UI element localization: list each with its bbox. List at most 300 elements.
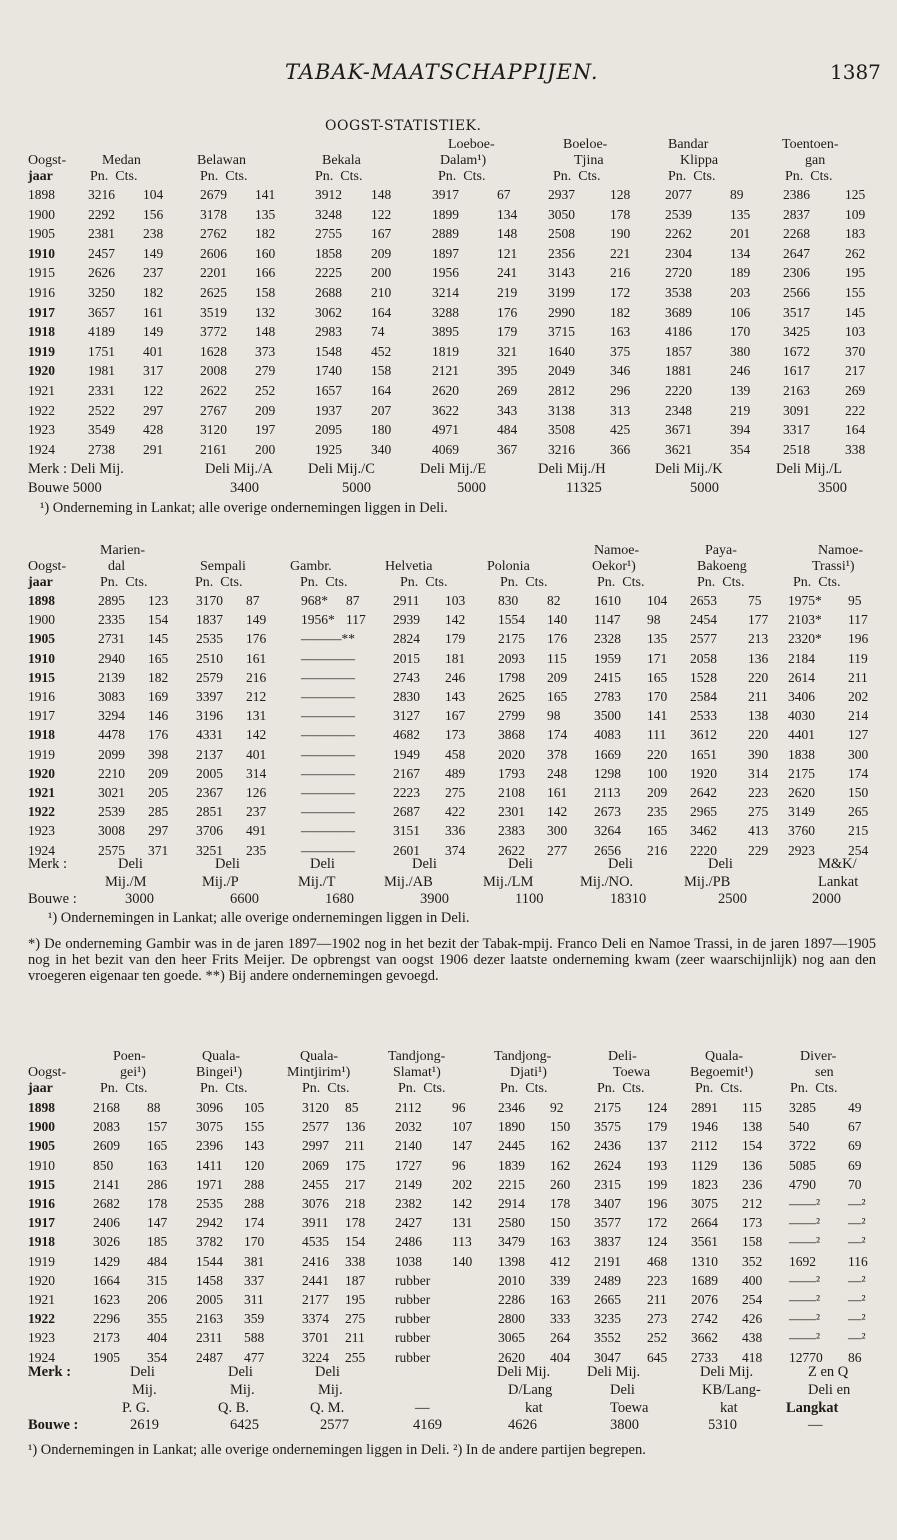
table-cell: 2262 bbox=[665, 226, 692, 242]
table-cell: 3407 bbox=[594, 1196, 621, 1211]
table-cell: 1959 bbox=[594, 650, 621, 666]
table-cell: 155 bbox=[845, 285, 866, 300]
table2-head-l1-6: Namoe- bbox=[594, 543, 640, 558]
table-cell: 314 bbox=[246, 765, 267, 781]
table-cell: 87 bbox=[346, 593, 360, 608]
table-cell: 452 bbox=[371, 343, 392, 359]
table3-head-l1-8: Diver- bbox=[800, 1049, 837, 1064]
table-cell: 375 bbox=[610, 343, 631, 359]
table-cell: 395 bbox=[497, 363, 518, 379]
table-cell: 2348 bbox=[665, 402, 692, 418]
table1-head-col7-l1: Toentoen- bbox=[782, 137, 839, 152]
table-cell: 1147 bbox=[594, 612, 621, 628]
table-cell: 2679 bbox=[200, 187, 227, 202]
row-year-cell: 1921 bbox=[28, 785, 55, 800]
row-year-cell: 1915 bbox=[28, 265, 55, 281]
table-cell: 3075 bbox=[196, 1119, 223, 1135]
table1-bouwe-3: 5000 bbox=[457, 480, 486, 496]
table-cell: 181 bbox=[445, 650, 466, 666]
table-cell: 338 bbox=[345, 1253, 366, 1269]
table2-head-l2-6: Oekor¹) bbox=[592, 559, 636, 574]
table1-head-pncts-5: Pn. Cts. bbox=[553, 169, 601, 184]
table-cell: 223 bbox=[748, 785, 769, 800]
table-cell: 1129 bbox=[691, 1157, 718, 1173]
table-cell: 2687 bbox=[393, 804, 420, 820]
table-cell: 540 bbox=[789, 1119, 810, 1135]
table-cell: 3317 bbox=[783, 422, 810, 438]
table-cell: 2455 bbox=[302, 1176, 329, 1192]
table-cell: ———— bbox=[301, 804, 355, 820]
table-cell: 69 bbox=[848, 1157, 862, 1173]
table-cell: —² bbox=[848, 1292, 866, 1307]
table-cell: 2163 bbox=[196, 1311, 223, 1327]
table-cell: 3397 bbox=[196, 689, 223, 704]
table2-bouwe-4: 3900 bbox=[420, 891, 449, 907]
table-cell: 120 bbox=[244, 1157, 265, 1173]
table-cell: 169 bbox=[148, 689, 169, 704]
table-cell: 2508 bbox=[548, 226, 575, 242]
table-cell: 161 bbox=[547, 785, 568, 800]
table-cell: 1949 bbox=[393, 746, 420, 762]
table-cell: 95 bbox=[848, 593, 862, 608]
table-cell: 136 bbox=[742, 1157, 763, 1173]
row-year-cell: 1917 bbox=[28, 304, 55, 320]
section-title: OOGST-STATISTIEK. bbox=[325, 118, 482, 134]
table-cell: 400 bbox=[742, 1272, 763, 1288]
table-cell: 107 bbox=[452, 1119, 473, 1135]
table-cell: 136 bbox=[748, 650, 769, 666]
table-cell: 317 bbox=[143, 363, 164, 379]
table-cell: 2614 bbox=[788, 669, 815, 685]
table1-head-col4-l1: Loeboe- bbox=[448, 137, 495, 152]
table-cell: 3143 bbox=[548, 265, 575, 281]
table-cell: 3127 bbox=[393, 708, 420, 724]
table1-bouwe-5: 5000 bbox=[690, 480, 719, 496]
table3-head-l1-6: Deli- bbox=[608, 1049, 637, 1064]
table-cell: 2320* bbox=[788, 631, 822, 647]
table-cell: 158 bbox=[255, 285, 276, 300]
table-cell: 132 bbox=[255, 304, 276, 320]
table3-head-l2-5: Djati¹) bbox=[510, 1065, 547, 1080]
table-cell: 2286 bbox=[498, 1292, 525, 1307]
table-cell: 2201 bbox=[200, 265, 227, 281]
table1-head-pncts-1: Pn. Cts. bbox=[90, 169, 138, 184]
table-cell: 246 bbox=[730, 363, 751, 379]
table-cell: 2940 bbox=[98, 650, 125, 666]
table-cell: 220 bbox=[647, 746, 668, 762]
table-cell: 2220 bbox=[690, 842, 717, 858]
table-cell: 196 bbox=[848, 631, 869, 647]
table-cell: 2210 bbox=[98, 765, 125, 781]
table-cell: 2665 bbox=[594, 1292, 621, 1307]
table-cell: 2415 bbox=[594, 669, 621, 685]
table-cell: 3374 bbox=[302, 1311, 329, 1327]
table-cell: —² bbox=[848, 1215, 866, 1231]
table-cell: 371 bbox=[148, 842, 169, 858]
table-cell: 162 bbox=[550, 1157, 571, 1173]
table2-head-l1-8: Namoe- bbox=[818, 543, 864, 558]
table-cell: 135 bbox=[647, 631, 668, 647]
table-cell: 2642 bbox=[690, 785, 717, 800]
table1-head-col0-l2: Oogst- bbox=[28, 153, 67, 168]
table-cell: 2851 bbox=[196, 804, 223, 820]
table-cell: ——² bbox=[789, 1196, 821, 1211]
table-cell: 1429 bbox=[93, 1253, 120, 1269]
table-cell: 166 bbox=[255, 265, 276, 281]
row-year-cell: 1923 bbox=[28, 422, 55, 438]
table-cell: 207 bbox=[371, 402, 392, 418]
table-cell: 2738 bbox=[88, 441, 115, 457]
table-cell: 2891 bbox=[691, 1100, 718, 1115]
table2-head-l1-7: Paya- bbox=[705, 543, 737, 558]
table-cell: 3285 bbox=[789, 1100, 816, 1115]
table-cell: 209 bbox=[255, 402, 276, 418]
table-cell: 2575 bbox=[98, 842, 125, 858]
table-cell: 69 bbox=[848, 1138, 862, 1154]
table-cell: 211 bbox=[345, 1330, 365, 1346]
table3-footnote: ¹) Ondernemingen in Lankat; alle overige ondernemingen liggen in Deli. ²) In de andere partijen begrepen. bbox=[28, 1442, 646, 1458]
table-cell: 2184 bbox=[788, 650, 815, 666]
table-cell: 2580 bbox=[498, 1215, 525, 1231]
table-cell: 313 bbox=[610, 402, 631, 418]
table-cell: 135 bbox=[730, 206, 751, 222]
table-cell: 1956* bbox=[301, 612, 335, 628]
table-cell: 117 bbox=[346, 612, 366, 628]
table-cell: 4971 bbox=[432, 422, 459, 438]
table-cell: 1672 bbox=[783, 343, 810, 359]
table-cell: 2566 bbox=[783, 285, 810, 300]
table-cell: 116 bbox=[848, 1253, 868, 1269]
table-cell: 2173 bbox=[93, 1330, 120, 1346]
table-cell: 105 bbox=[244, 1100, 265, 1115]
table-cell: 136 bbox=[345, 1119, 366, 1135]
table-cell: 1617 bbox=[783, 363, 810, 379]
table-cell: 4069 bbox=[432, 441, 459, 457]
table3-merk2-3: Mij. bbox=[318, 1382, 343, 1398]
table-cell: 3425 bbox=[783, 324, 810, 340]
table-cell: 109 bbox=[845, 206, 866, 222]
table-cell: 2139 bbox=[98, 669, 125, 685]
table-cell: 142 bbox=[445, 612, 466, 628]
table-cell: 2445 bbox=[498, 1138, 525, 1154]
table2-bouwe-1: 3000 bbox=[125, 891, 154, 907]
row-year-cell: 1920 bbox=[28, 1272, 55, 1288]
table-cell: 2539 bbox=[98, 804, 125, 820]
row-year-cell: 1898 bbox=[28, 593, 55, 608]
table-cell: 209 bbox=[148, 765, 169, 781]
table2-merk1-3: Deli bbox=[310, 856, 335, 872]
table-cell: 2069 bbox=[302, 1157, 329, 1173]
table3-head-l1-3: Quala- bbox=[300, 1049, 339, 1064]
table2-merk2-8: Lankat bbox=[818, 874, 859, 890]
table-cell: 134 bbox=[497, 206, 518, 222]
table-cell: 297 bbox=[148, 823, 169, 839]
table-cell: 2099 bbox=[98, 746, 125, 762]
table-cell: 3178 bbox=[200, 206, 227, 222]
table-cell: 1740 bbox=[315, 363, 342, 379]
table1-bouwe-6: 3500 bbox=[818, 480, 847, 496]
table-cell: 163 bbox=[610, 324, 631, 340]
table2-merk2-3: Mij./T bbox=[298, 874, 336, 890]
row-year-cell: 1920 bbox=[28, 765, 55, 781]
table-cell: 2103* bbox=[788, 612, 822, 628]
table3-merk1-8: Z en Q bbox=[808, 1364, 849, 1380]
table-cell: 2535 bbox=[196, 631, 223, 647]
table-cell: 830 bbox=[498, 593, 519, 608]
table3-head-l1-5: Tandjong- bbox=[494, 1049, 552, 1064]
table-cell: 200 bbox=[371, 265, 392, 281]
table-cell: 163 bbox=[550, 1292, 571, 1307]
table-cell: 170 bbox=[244, 1234, 265, 1250]
table-cell: 1411 bbox=[196, 1157, 223, 1173]
table3-head-l2-7: Begoemit¹) bbox=[690, 1065, 754, 1080]
table-cell: 86 bbox=[848, 1349, 862, 1365]
table-cell: 143 bbox=[244, 1138, 265, 1154]
table-cell: 1544 bbox=[196, 1253, 223, 1269]
table-cell: 157 bbox=[147, 1119, 168, 1135]
table-cell: 138 bbox=[742, 1119, 763, 1135]
table-cell: 265 bbox=[848, 804, 869, 820]
table-cell: 128 bbox=[610, 187, 631, 202]
row-year-cell: 1910 bbox=[28, 1157, 55, 1173]
table-cell: 165 bbox=[547, 689, 568, 704]
table-cell: 338 bbox=[845, 441, 866, 457]
table-cell: 3149 bbox=[788, 804, 815, 820]
table-cell: 1640 bbox=[548, 343, 575, 359]
table3-merk3-1: P. G. bbox=[122, 1400, 150, 1416]
table-cell: 252 bbox=[647, 1330, 668, 1346]
table-cell: 142 bbox=[246, 727, 267, 743]
table-cell: 314 bbox=[748, 765, 769, 781]
table3-merk2-1: Mij. bbox=[132, 1382, 157, 1398]
table2-merk1-1: Deli bbox=[118, 856, 143, 872]
table-cell: 425 bbox=[610, 422, 631, 438]
table-cell: 2112 bbox=[395, 1100, 422, 1115]
table1-merk-4: Deli Mij./H bbox=[538, 461, 606, 477]
table-cell: 2622 bbox=[498, 842, 525, 858]
table-cell: 1548 bbox=[315, 343, 342, 359]
row-year-cell: 1919 bbox=[28, 343, 55, 359]
table-cell: 2032 bbox=[395, 1119, 422, 1135]
table-cell: —² bbox=[848, 1311, 866, 1327]
table-cell: 2112 bbox=[691, 1138, 718, 1154]
table-cell: 297 bbox=[143, 402, 164, 418]
table-cell: 315 bbox=[147, 1272, 168, 1288]
table1-head-col1-l2: Medan bbox=[102, 153, 141, 168]
table2-head-pncts-2: Pn. Cts. bbox=[195, 575, 243, 590]
table-cell: 1905 bbox=[93, 1349, 120, 1365]
table-cell: 141 bbox=[647, 708, 668, 724]
table-cell: 176 bbox=[547, 631, 568, 647]
table-cell: 1920 bbox=[690, 765, 717, 781]
table-cell: 2223 bbox=[393, 785, 420, 800]
table-cell: 117 bbox=[848, 612, 868, 628]
table-cell: 2577 bbox=[302, 1119, 329, 1135]
table-cell: 164 bbox=[371, 383, 392, 398]
table-cell: 3065 bbox=[498, 1330, 525, 1346]
table1-head-col4-l2: Dalam¹) bbox=[440, 153, 487, 168]
table-cell: 3538 bbox=[665, 285, 692, 300]
table2-merk2-4: Mij./AB bbox=[384, 874, 433, 890]
table-cell: 193 bbox=[647, 1157, 668, 1173]
table-cell: 156 bbox=[143, 206, 164, 222]
table-cell: 3462 bbox=[690, 823, 717, 839]
table-cell: 3837 bbox=[594, 1234, 621, 1250]
table-cell: 2733 bbox=[691, 1349, 718, 1365]
table-cell: 122 bbox=[371, 206, 392, 222]
table-cell: 2225 bbox=[315, 265, 342, 281]
table-cell: 246 bbox=[445, 669, 466, 685]
table-cell: 2093 bbox=[498, 650, 525, 666]
table3-merk2-8: Deli en bbox=[808, 1382, 851, 1398]
table-cell: 1669 bbox=[594, 746, 621, 762]
row-year-cell: 1917 bbox=[28, 708, 55, 724]
table-cell: 3517 bbox=[783, 304, 810, 320]
table-cell: 187 bbox=[345, 1272, 366, 1288]
table-cell: 2624 bbox=[594, 1157, 621, 1173]
table-cell: 3782 bbox=[196, 1234, 223, 1250]
table3-bouwe-2: 6425 bbox=[230, 1417, 259, 1433]
table3-head-l2-1: gei¹) bbox=[120, 1065, 146, 1080]
table-cell: 67 bbox=[497, 187, 511, 202]
table-cell: 3911 bbox=[302, 1215, 329, 1231]
table-cell: 3216 bbox=[88, 187, 115, 202]
table-cell: 1971 bbox=[196, 1176, 223, 1192]
table-cell: 2620 bbox=[432, 383, 459, 398]
table-cell: 2688 bbox=[315, 285, 342, 300]
table-cell: 352 bbox=[742, 1253, 763, 1269]
table-cell: 1298 bbox=[594, 765, 621, 781]
table-cell: 2215 bbox=[498, 1176, 525, 1192]
table-cell: 588 bbox=[244, 1330, 265, 1346]
table-cell: 2427 bbox=[395, 1215, 422, 1231]
table-cell: 2799 bbox=[498, 708, 525, 724]
row-year-cell: 1924 bbox=[28, 1349, 55, 1365]
table1-merk-2: Deli Mij./C bbox=[308, 461, 375, 477]
table-cell: 3519 bbox=[200, 304, 227, 320]
row-year-cell: 1918 bbox=[28, 727, 55, 743]
table-cell: 3083 bbox=[98, 689, 125, 704]
table-cell: ———— bbox=[301, 746, 355, 762]
row-year-cell: 1919 bbox=[28, 1253, 55, 1269]
table-cell: 398 bbox=[148, 746, 169, 762]
table-cell: 2830 bbox=[393, 689, 420, 704]
table2-head-pncts-7: Pn. Cts. bbox=[697, 575, 745, 590]
table1-head-col7-l2: gan bbox=[805, 153, 826, 168]
table-cell: 1897 bbox=[432, 245, 459, 261]
table-cell: 2315 bbox=[594, 1176, 621, 1192]
table-cell: 140 bbox=[452, 1253, 473, 1269]
table-cell: 2306 bbox=[783, 265, 810, 281]
table-cell: —² bbox=[848, 1330, 866, 1346]
table-cell: 2010 bbox=[498, 1272, 525, 1288]
table-cell: 484 bbox=[497, 422, 518, 438]
table-cell: 2609 bbox=[93, 1138, 120, 1154]
table1-head-pncts-3: Pn. Cts. bbox=[315, 169, 363, 184]
table-cell: 176 bbox=[497, 304, 518, 320]
table-cell: 343 bbox=[497, 402, 518, 418]
table-cell: 2522 bbox=[88, 402, 115, 418]
table-cell: —² bbox=[848, 1272, 866, 1288]
table2-head-l2-1: dal bbox=[108, 559, 126, 574]
table-cell: 104 bbox=[647, 593, 668, 608]
table-cell: 275 bbox=[445, 785, 466, 800]
table2-head-pncts-8: Pn. Cts. bbox=[793, 575, 841, 590]
table-cell: 2914 bbox=[498, 1196, 525, 1211]
table-cell: 3895 bbox=[432, 324, 459, 340]
table3-bouwe-1: 2619 bbox=[130, 1417, 159, 1433]
table3-head-pncts-6: Pn. Cts. bbox=[597, 1081, 645, 1096]
table-cell: 3701 bbox=[302, 1330, 329, 1346]
table-cell: 277 bbox=[547, 842, 568, 858]
table-cell: 219 bbox=[497, 285, 518, 300]
table-cell: 2335 bbox=[98, 612, 125, 628]
table-cell: 222 bbox=[845, 402, 866, 418]
table-cell: 339 bbox=[550, 1272, 571, 1288]
table1-head-pncts-6: Pn. Cts. bbox=[668, 169, 716, 184]
table-cell: 154 bbox=[345, 1234, 366, 1250]
table-cell: 3050 bbox=[548, 206, 575, 222]
table-cell: 1793 bbox=[498, 765, 525, 781]
table-cell: 2625 bbox=[498, 689, 525, 704]
table-cell: 2168 bbox=[93, 1100, 120, 1115]
table-cell: 4030 bbox=[788, 708, 815, 724]
table-cell: 3170 bbox=[196, 593, 223, 608]
table-cell: 275 bbox=[748, 804, 769, 820]
table-cell: 180 bbox=[371, 422, 392, 438]
table-cell: 165 bbox=[148, 650, 169, 666]
table-cell: 170 bbox=[647, 689, 668, 704]
table-cell: 74 bbox=[371, 324, 385, 340]
table2-head-l2-2: Sempali bbox=[200, 559, 246, 574]
table-cell: ———— bbox=[301, 727, 355, 743]
table3-head-pncts-5: Pn. Cts. bbox=[500, 1081, 548, 1096]
table-cell: 237 bbox=[246, 804, 267, 820]
table3-merk1-6: Deli Mij. bbox=[587, 1364, 641, 1380]
table-cell: 145 bbox=[148, 631, 169, 647]
table-cell: 390 bbox=[748, 746, 769, 762]
table-cell: 2311 bbox=[196, 1330, 223, 1346]
table3-merk2-7: KB/Lang- bbox=[702, 1382, 761, 1398]
table2-head-l2-5: Polonia bbox=[487, 559, 530, 574]
table-cell: 201 bbox=[730, 226, 751, 242]
table-cell: 121 bbox=[497, 245, 518, 261]
table3-bouwe-4: 4169 bbox=[413, 1417, 442, 1433]
table3-head-l2-2: Bingei¹) bbox=[196, 1065, 243, 1080]
table1-head-col6-l1: Bandar bbox=[668, 137, 709, 152]
table-cell: 131 bbox=[246, 708, 267, 724]
table-cell: 3622 bbox=[432, 402, 459, 418]
table-cell: 413 bbox=[748, 823, 769, 839]
table1-bouwe-1: 3400 bbox=[230, 480, 259, 496]
row-year-cell: 1900 bbox=[28, 1119, 55, 1135]
table-cell: 354 bbox=[147, 1349, 168, 1365]
table1-merk-5: Deli Mij./K bbox=[655, 461, 723, 477]
table2-head-l2-8: Trassi¹) bbox=[812, 559, 855, 574]
table-cell: 178 bbox=[550, 1196, 571, 1211]
table1-head-pncts-2: Pn. Cts. bbox=[200, 169, 248, 184]
table-cell: 3706 bbox=[196, 823, 223, 839]
table2-bouwe-8: 2000 bbox=[812, 891, 841, 907]
table-cell: 1610 bbox=[594, 593, 621, 608]
table-cell: 2889 bbox=[432, 226, 459, 242]
running-header-title: TABAK-MAATSCHAPPIJEN. bbox=[285, 60, 599, 84]
table-cell: 254 bbox=[742, 1292, 763, 1307]
table-cell: 49 bbox=[848, 1100, 862, 1115]
table-cell: 205 bbox=[148, 785, 169, 800]
table1-head-col2-l2: Belawan bbox=[197, 153, 246, 168]
table-cell: 422 bbox=[445, 804, 466, 820]
